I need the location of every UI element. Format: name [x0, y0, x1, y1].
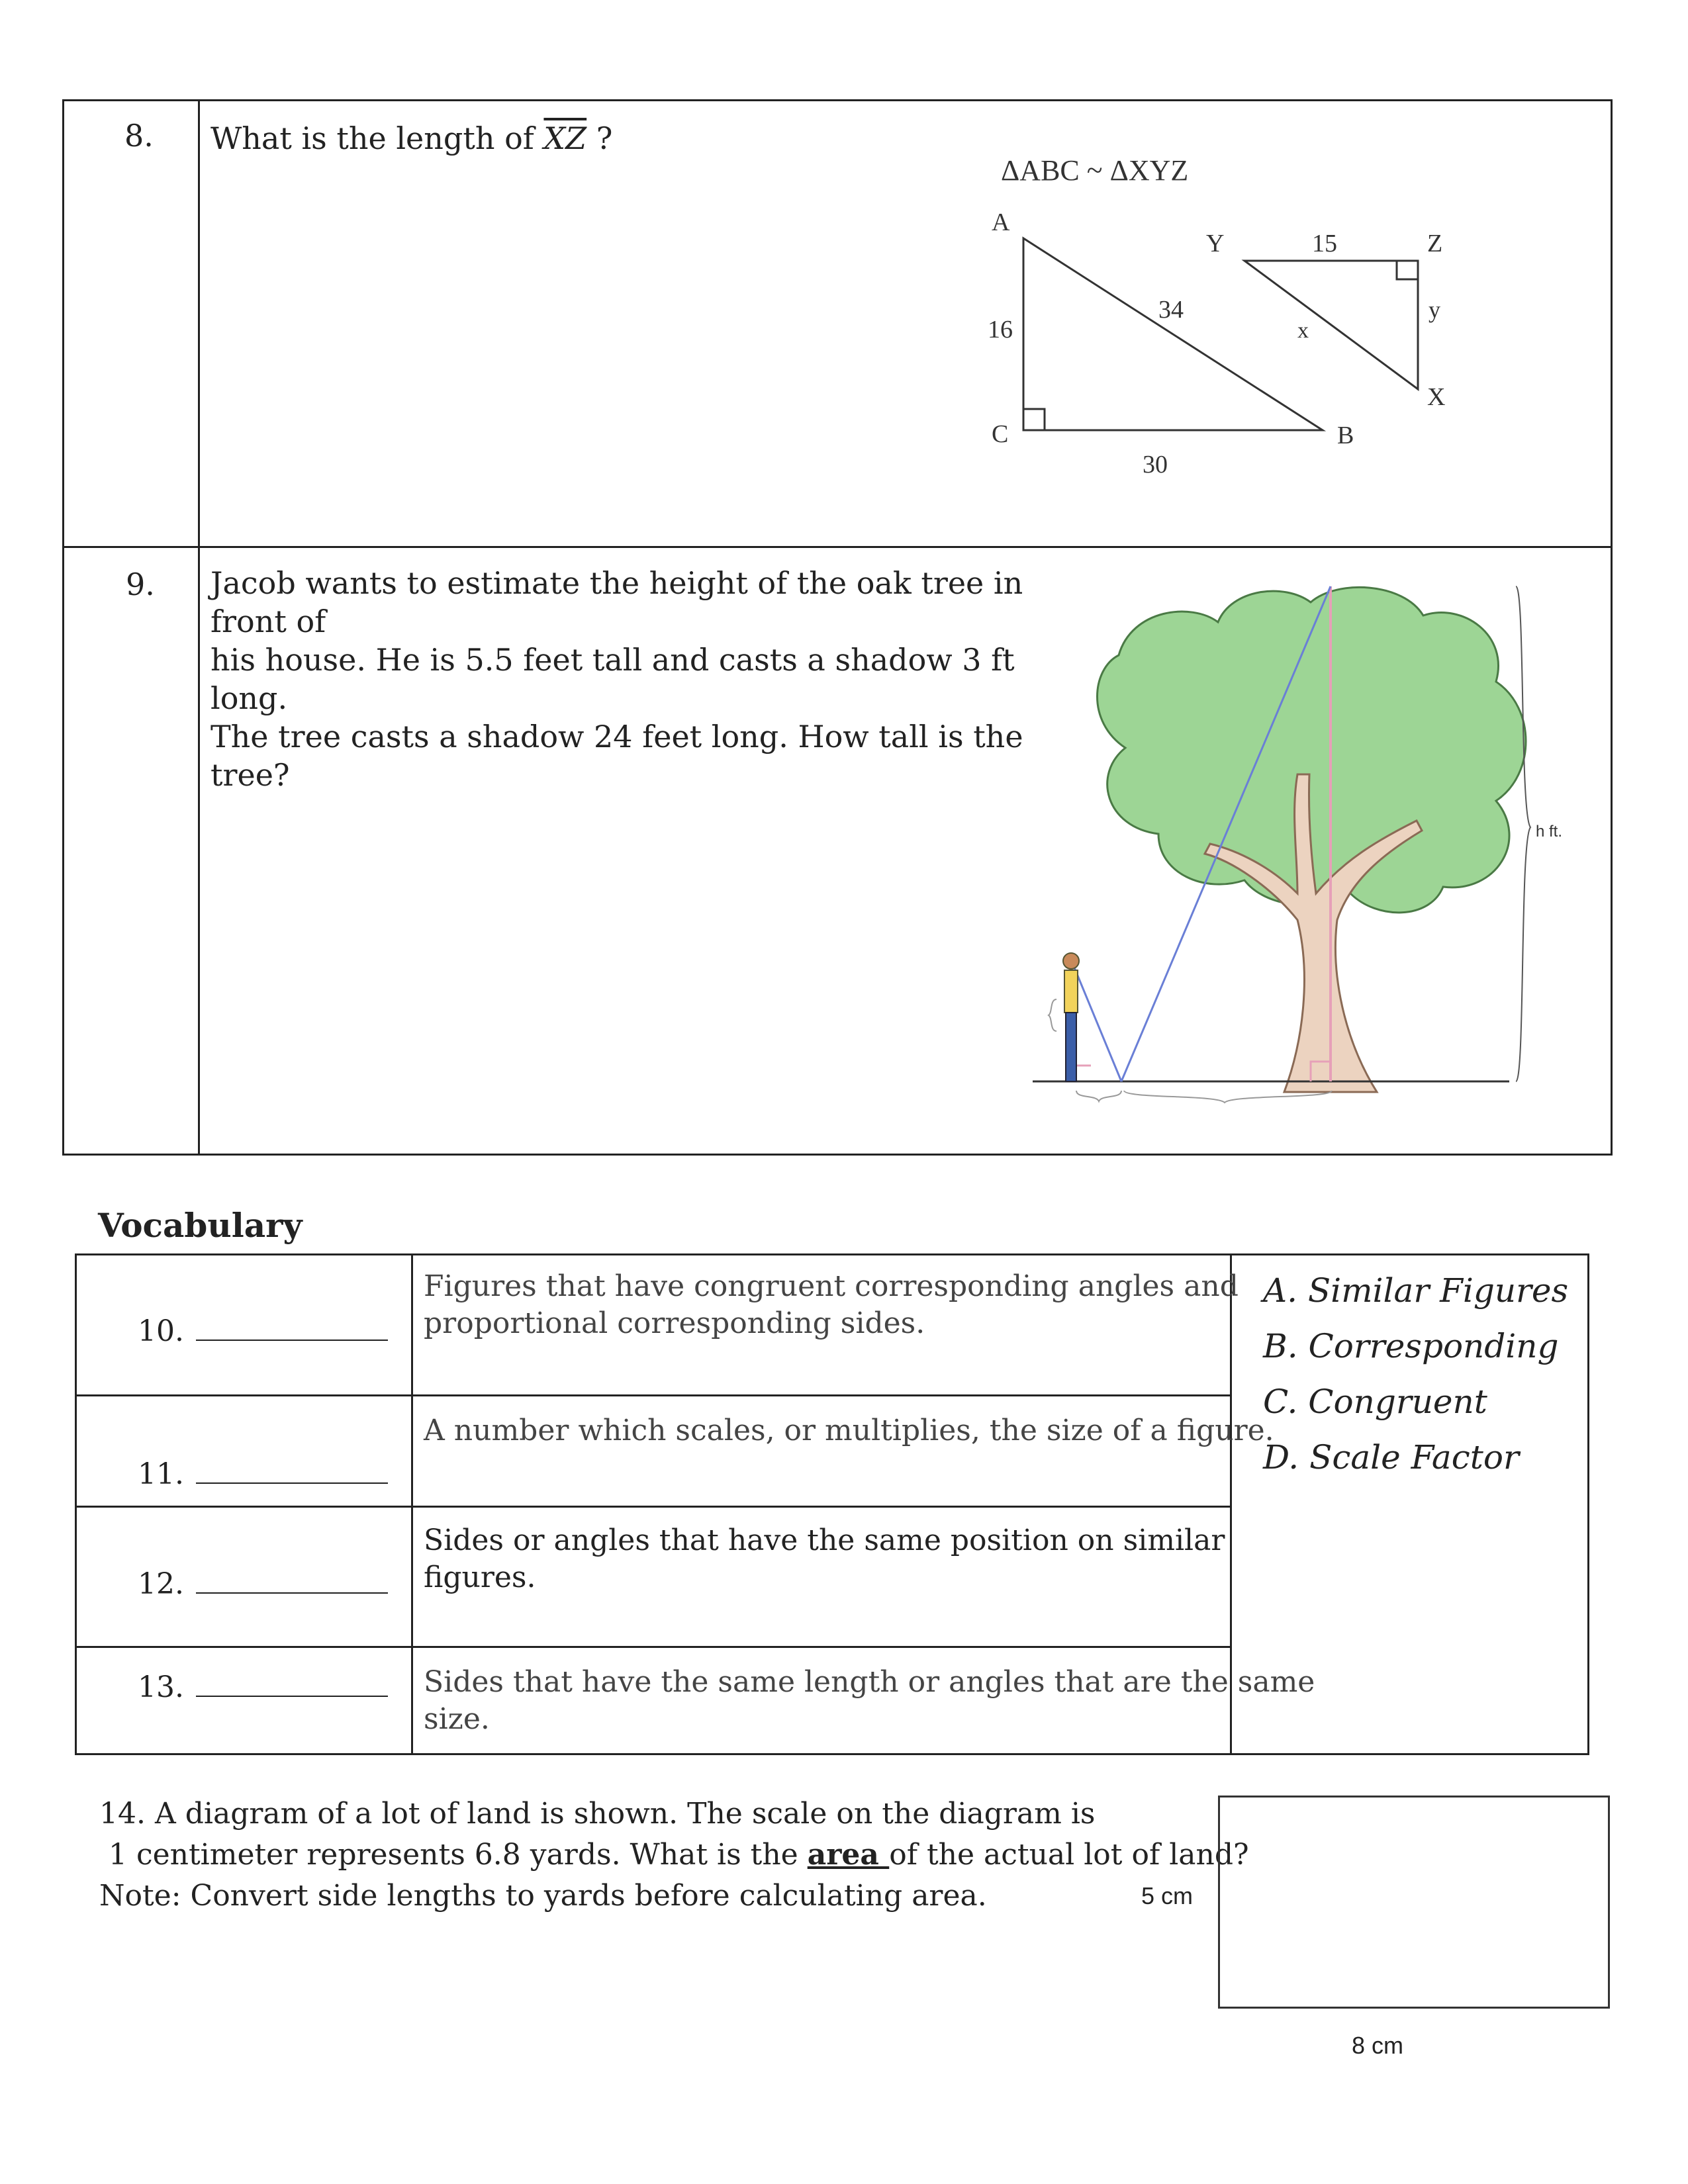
- side-zx-label: y: [1429, 296, 1440, 323]
- problem-8-question: [211, 119, 612, 158]
- similar-triangles-figure: [960, 146, 1503, 490]
- problem-14-line: 14. A diagram of a lot of land is shown. The scale on the diagram is: [99, 1797, 1096, 1831]
- row-number: 12.: [138, 1567, 184, 1601]
- option-d: D. Scale Factor: [1263, 1438, 1519, 1477]
- table-row-divider: [64, 546, 1611, 548]
- vocabulary-title: Vocabulary: [98, 1206, 303, 1245]
- vocab-row-13: [138, 1669, 388, 1704]
- definition-10: [424, 1268, 1239, 1342]
- answer-blank[interactable]: [196, 1669, 388, 1697]
- right-angle-c: [1023, 409, 1045, 430]
- row-number: 13.: [138, 1670, 184, 1704]
- row-number: 10.: [138, 1314, 184, 1348]
- height-label: h ft.: [1536, 823, 1563, 841]
- vertex-z-label: Z: [1427, 230, 1443, 257]
- row-divider: [77, 1506, 1230, 1508]
- problem-8-number: 8.: [124, 118, 154, 154]
- definition-11: [424, 1412, 1274, 1449]
- person-figure: [1063, 953, 1079, 1081]
- definition-line: figures.: [424, 1561, 536, 1594]
- problem-9-question: [211, 564, 1071, 794]
- answer-blank[interactable]: [196, 1566, 388, 1594]
- area-emphasis: area: [807, 1838, 890, 1872]
- person-sight-line: [1071, 960, 1121, 1081]
- side-xy-label: x: [1297, 318, 1309, 343]
- similarity-statement: ΔABC ~ ΔXYZ: [1001, 154, 1189, 187]
- problem-14-line: [99, 1835, 1249, 1876]
- segment-xz: $\overline{XZ}$: [543, 120, 587, 156]
- person-height-brace: [1049, 999, 1056, 1031]
- question-prefix: What is the length of: [211, 120, 534, 156]
- side-yz-label: 15: [1312, 230, 1337, 257]
- answer-blank[interactable]: [196, 1456, 388, 1484]
- vocab-row-12: [138, 1566, 388, 1601]
- tree-shadow-figure: [1033, 576, 1589, 1145]
- question-suffix: ?: [586, 120, 613, 156]
- definition-line: size.: [424, 1702, 490, 1736]
- vertex-x-label: X: [1427, 383, 1446, 411]
- definition-13: [424, 1664, 1315, 1738]
- definition-line: A number which scales, or multiplies, the size of a figure.: [424, 1414, 1274, 1447]
- right-angle-z: [1397, 261, 1418, 279]
- side-ab-label: 34: [1158, 296, 1184, 324]
- side-length-label: 5 cm: [1141, 1882, 1194, 1909]
- triangle-xyz: [1244, 261, 1418, 389]
- vocab-row-11: [138, 1456, 388, 1491]
- side-cb-label: 30: [1143, 451, 1168, 478]
- row-number: 11.: [138, 1457, 184, 1491]
- bottom-length-label: 8 cm: [1352, 2032, 1404, 2059]
- column-divider: [411, 1255, 413, 1753]
- option-c: C. Congruent: [1263, 1383, 1487, 1421]
- problem-9-number: 9.: [126, 567, 155, 602]
- question-line: Jacob wants to estimate the height of the oak tree in front of: [211, 565, 1023, 639]
- line-text: of the actual lot of land?: [889, 1838, 1249, 1872]
- definition-line: Sides that have the same length or angles that are the same: [424, 1665, 1315, 1699]
- answer-blank[interactable]: [196, 1313, 388, 1341]
- definition-line: Sides or angles that have the same position on similar: [424, 1524, 1225, 1557]
- vertex-a-label: A: [992, 208, 1010, 236]
- question-line: his house. He is 5.5 feet tall and casts a shadow 3 ft long.: [211, 642, 1015, 716]
- row-divider: [77, 1646, 1230, 1648]
- definition-line: proportional corresponding sides.: [424, 1306, 925, 1340]
- vocab-options: [1263, 1263, 1568, 1485]
- side-ac-label: 16: [988, 316, 1013, 343]
- problem-14-line: Note: Convert side lengths to yards before calculating area.: [99, 1879, 987, 1913]
- definition-line: Figures that have congruent corresponding angles and: [424, 1269, 1239, 1303]
- option-b: B. Corresponding: [1263, 1327, 1559, 1365]
- person-right-angle: [1075, 1066, 1091, 1081]
- person-shadow-brace: [1076, 1091, 1121, 1101]
- definition-12: [424, 1522, 1225, 1596]
- question-line: The tree casts a shadow 24 feet long. How tall is the tree?: [211, 719, 1023, 793]
- row-divider: [77, 1394, 1230, 1396]
- vertex-b-label: B: [1337, 422, 1354, 449]
- table-column-divider: [198, 101, 200, 1154]
- triangle-abc: [1023, 238, 1323, 430]
- vocab-row-10: [138, 1313, 388, 1348]
- line-text: 1 centimeter represents 6.8 yards. What is the: [99, 1838, 808, 1872]
- vertex-y-label: Y: [1206, 230, 1225, 257]
- tree-height-brace: [1516, 586, 1530, 1081]
- land-lot-diagram: [1218, 1796, 1610, 2009]
- option-a: A. Similar Figures: [1263, 1271, 1569, 1310]
- vertex-c-label: C: [992, 420, 1009, 448]
